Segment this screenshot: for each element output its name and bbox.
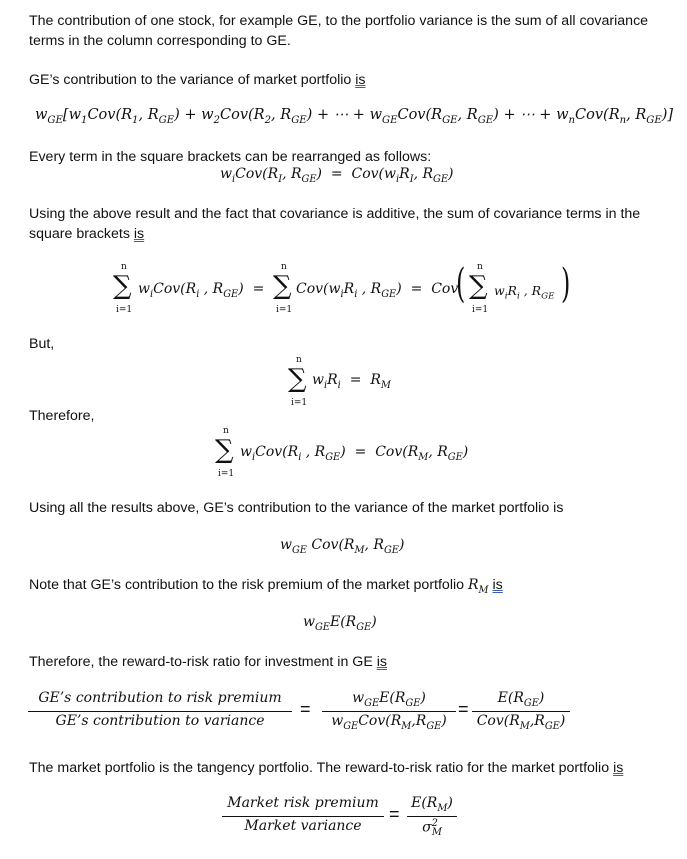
market-return-term: $w_iR_i = R_M$ [312,372,391,391]
equation-ge-variance: $w_{GE}$ $Cov(R_M$, $R_{GE}$) [280,537,405,556]
sum-upper-2: n [281,262,287,272]
sum-term-3: $w_iR_i$ , $R_{GE}$ [494,283,555,302]
sum-lower-3: i=1 [472,305,489,315]
tangency-paragraph [29,758,659,778]
therefore-label-1: Therefore, [29,408,95,424]
ratio-simplified-numerator: $E(R_{GE})$ [497,690,545,709]
sigma-symbol-3: ∑ [469,271,488,301]
market-ratio-numerator: $E(R_M)$ [411,795,453,814]
sum-lower-2: i=1 [276,305,293,315]
ratio-simplified-denominator: $Cov(R_M,R_{GE})$ [476,713,566,732]
ratio-numerator-formula: $w_{GE}E(R_{GE})$ [352,690,426,709]
reward-risk-paragraph [29,652,659,672]
risk-premium-text: Note that GE’s contribution to the risk premium of the market portfolio [29,577,465,593]
equation-rearrange: $w_iCov(R_I$, $R_{GE}) = Cov(w_iR_I$, $R_{GE}$) [220,166,454,185]
is-word-4: is [376,654,387,670]
sigma-symbol-4: ∑ [288,364,307,394]
ge-contribution-heading [29,70,659,90]
rearrange-paragraph: Every term in the square brackets can be rearranged as follows: [29,149,432,165]
sigma-symbol-5: ∑ [215,435,234,465]
additive-paragraph [29,204,659,244]
reward-risk-text: Therefore, the reward-to-risk ratio for investment in GE [29,654,373,670]
risk-premium-paragraph [29,575,659,601]
big-paren-right: ) [561,261,571,307]
is-word-3: is [492,577,503,593]
sum-upper-1: n [121,262,127,272]
sum-term-2: $Cov(w_iR_i$ , $R_{GE}$) = Cov [296,281,459,300]
sum-lower-5: i=1 [218,469,235,479]
sum-upper-5: n [223,426,229,436]
sum-lower-4: i=1 [291,398,308,408]
fraction-bar-4 [222,816,384,817]
equation-ge-premium: $w_{GE}E(R_{GE})$ [303,614,377,633]
is-word-5: is [613,760,624,776]
equation-ge-bracket: $w_{GE}[w_1Cov(R_1$, $R_{GE}) + w_2Cov(R_2$, $R_{GE}$) + ⋯ + $w_{GE}Cov(R_{GE}$, $R_{GE}$) + ⋯ + $w_nCov(R_n$, $R_{GE}$)] [35,107,674,126]
sum-upper-4: n [296,355,302,365]
market-cov-term: $w_iCov(R_i$ , $R_{GE}) = Cov(R_M$, $R_{GE}$) [240,444,469,463]
fraction-bar-1 [28,711,292,712]
ge-contribution-text: GE’s contribution to the variance of market portfolio [29,72,352,88]
market-denominator-text: Market variance [244,818,362,834]
fraction-bar-2 [322,711,456,712]
is-word-2: is [133,226,145,242]
ratio-denominator-text: GE’s contribution to variance [55,713,265,729]
additive-text: Using the above result and the fact that covariance is additive, the sum of covariance terms in the square brackets [29,206,641,242]
sum-lower-1: i=1 [116,305,133,315]
market-numerator-text: Market risk premium [227,795,379,811]
sigma-symbol-1: ∑ [113,271,132,301]
equals-1: = [300,699,311,719]
equals-2: = [458,699,469,719]
ratio-denominator-formula: $w_{GE}Cov(R_M,R_{GE})$ [331,713,447,732]
market-ratio-denominator: $\sigma^2_M$ [422,818,442,839]
is-word-1: is [355,72,366,88]
all-results-paragraph: Using all the results above, GE’s contribution to the variance of the market portfolio is [29,500,564,516]
sigma-symbol-2: ∑ [273,271,292,301]
sum-upper-3: n [477,262,483,272]
equals-3: = [389,804,400,824]
fraction-bar-5 [407,816,457,817]
intro-paragraph: The contribution of one stock, for example GE, to the portfolio variance is the sum of all covariance terms in the column corresponding to GE. [29,13,649,49]
ratio-numerator-text: GE’s contribution to risk premium [38,690,282,706]
big-paren-left: ( [456,261,466,307]
tangency-text: The market portfolio is the tangency portfolio. The reward-to-risk ratio for the market portfolio [29,760,610,776]
sum-term-1: $w_iCov(R_i$ , $R_{GE}$) = [138,281,265,300]
but-label: But, [29,336,55,352]
fraction-bar-3 [472,711,570,712]
rm-symbol: $R_M$ [467,577,489,596]
